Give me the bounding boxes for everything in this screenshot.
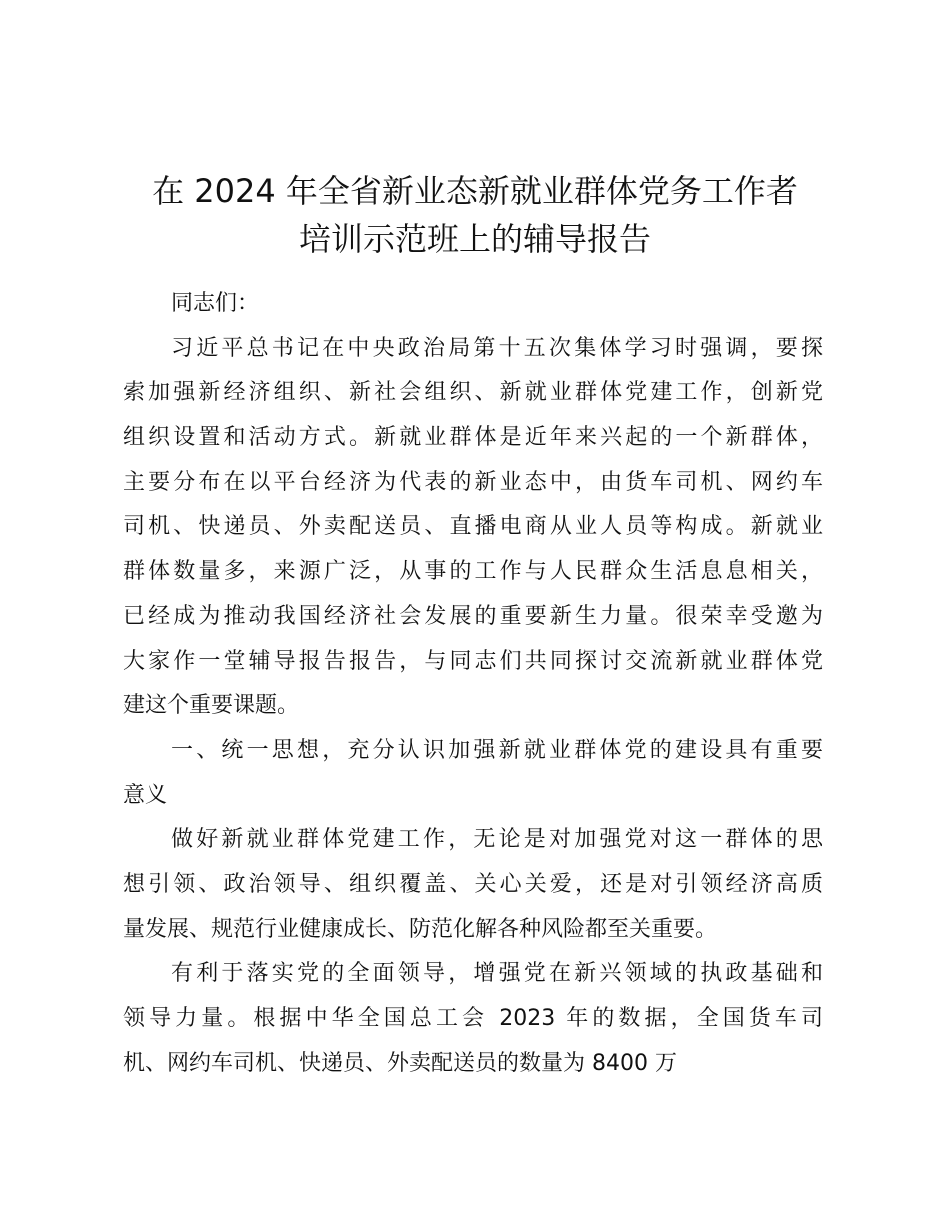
document-body [123,282,823,1086]
body-text-line: 领导力量。根据中华全国总工会 2023 年的数据，全国货车司 [123,1006,823,1031]
body-text-line: 一、统一思想，充分认识加强新就业群体党的建设具有重要 [171,737,823,763]
body-text-line: 建这个重要课题。 [123,693,300,719]
body-text-line: 索加强新经济组织、新社会组织、新就业群体党建工作，创新党 [123,380,823,406]
body-text-line: 大家作一堂辅导报告报告，与同志们共同探讨交流新就业群体党 [123,648,823,674]
body-text-line: 习近平总书记在中央政治局第十五次集体学习时强调，要探 [171,335,823,361]
body-text-line: 意义 [123,782,168,808]
body-text-line: 有利于落实党的全面领导，增强党在新兴领域的执政基础和 [171,961,823,987]
document-title-line-2: 培训示范班上的辅导报告 [298,220,651,258]
body-text-line: 同志们： [171,291,260,316]
body-text-line: 主要分布在以平台经济为代表的新业态中，由货车司机、网约车 [123,469,823,495]
body-text-line: 做好新就业群体党建工作，无论是对加强党对这一群体的思 [171,827,823,853]
body-text-line: 群体数量多，来源广泛，从事的工作与人民群众生活息息相关， [123,559,823,585]
body-text-line: 已经成为推动我国经济社会发展的重要新生力量。很荣幸受邀为 [123,603,823,629]
document-title-line-1: 在 2024 年全省新业态新就业群体党务工作者 [152,172,798,210]
body-text-line: 机、网约车司机、快递员、外卖配送员的数量为 8400 万 [123,1050,677,1076]
body-text-line: 想引领、政治领导、组织覆盖、关心关爱，还是对引领经济高质 [123,871,823,897]
body-text-line: 量发展、规范行业健康成长、防范化解各种风险都至关重要。 [123,916,718,942]
body-text-line: 组织设置和活动方式。新就业群体是近年来兴起的一个新群体， [123,425,823,451]
body-text-line: 司机、快递员、外卖配送员、直播电商从业人员等构成。新就业 [123,514,823,540]
